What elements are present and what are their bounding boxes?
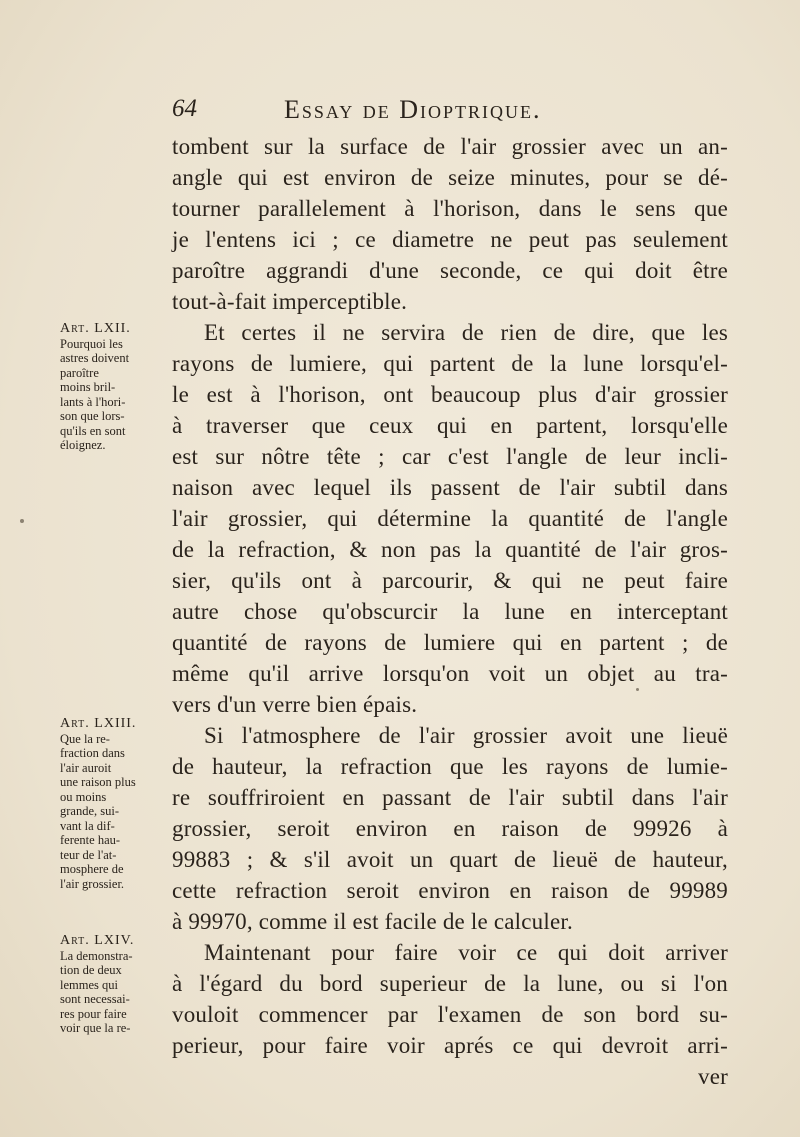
article-label: Art. LXIII. xyxy=(60,716,137,731)
margin-line: astres doivent xyxy=(60,351,130,365)
margin-line: lemmes qui xyxy=(60,977,118,992)
margin-line: qu'ils en sont xyxy=(60,423,126,438)
margin-line: l'air auroit xyxy=(60,760,112,775)
text-line: perieur, pour faire voir aprés ce qui devroit arri- xyxy=(172,1033,728,1058)
running-title: Essay de Dioptrique. xyxy=(284,95,542,124)
text-line: paroître aggrandi d'une seconde, ce qui doit être xyxy=(172,258,728,283)
margin-line: La demonstra- xyxy=(60,948,133,963)
text-line: vers d'un verre bien épais. xyxy=(172,692,418,717)
article-label: Art. LXII. xyxy=(60,321,131,336)
text-line: re souffriroient en passant de l'air subtil dans l'air xyxy=(172,785,728,810)
margin-line: sont necessai- xyxy=(60,992,130,1006)
margin-line: mosphere de xyxy=(60,862,124,876)
text-line: angle qui est environ de seize minutes, pour se dé- xyxy=(172,165,728,190)
margin-line: res pour faire xyxy=(60,1006,127,1021)
text-line: naison avec lequel ils passent de l'air subtil dans xyxy=(172,475,728,500)
text-line: à 99970, comme il est facile de le calculer. xyxy=(172,909,573,934)
margin-line: vant la dif- xyxy=(60,818,115,833)
margin-line: grande, sui- xyxy=(60,804,120,818)
text-line: 99883 ; & s'il avoit un quart de lieuë de hauteur, xyxy=(172,847,728,872)
article-label: Art. LXIV. xyxy=(60,933,135,948)
text-line: à traverser que ceux qui en partent, lorsqu'elle xyxy=(172,413,728,438)
margin-line: Pourquoi les xyxy=(60,336,123,351)
text-line: Et certes il ne servira de rien de dire, que les xyxy=(204,320,728,345)
margin-line: tion de deux xyxy=(60,963,122,977)
margin-line: une raison plus xyxy=(60,775,136,789)
text-line: autre chose qu'obscurcir la lune en interceptant xyxy=(172,599,728,624)
page-number: 64 xyxy=(172,95,197,122)
paper-speck xyxy=(636,688,639,691)
text-line: Si l'atmosphere de l'air grossier avoit une lieuë xyxy=(204,723,728,748)
text-line: de hauteur, la refraction que les rayons de lumie- xyxy=(172,754,728,779)
text-line: je l'entens ici ; ce diametre ne peut pas seulement xyxy=(172,227,728,252)
text-line: quantité de rayons de lumiere qui en partent ; de xyxy=(172,630,728,655)
margin-note-art-62 xyxy=(60,322,168,453)
text-line: tourner parallelement à l'horison, dans le sens que xyxy=(172,196,728,221)
margin-line: voir que la re- xyxy=(60,1021,131,1035)
margin-line: paroître xyxy=(60,365,99,380)
page-header xyxy=(172,95,732,129)
text-line: cette refraction seroit environ en raison de 99989 xyxy=(172,878,728,903)
catchword: ver xyxy=(698,1064,728,1089)
margin-note-art-63 xyxy=(60,717,168,891)
text-line: grossier, seroit environ en raison de 99926 à xyxy=(172,816,728,841)
margin-line: Que la re- xyxy=(60,731,110,746)
margin-line: son que lors- xyxy=(60,409,125,423)
text-line: de la refraction, & non pas la quantité de l'air gros- xyxy=(172,537,728,562)
text-line: même qu'il arrive lorsqu'on voit un objet au tra- xyxy=(172,661,728,686)
margin-line: ferente hau- xyxy=(60,833,121,847)
margin-line: moins bril- xyxy=(60,380,116,394)
text-line: le est à l'horison, ont beaucoup plus d'air grossier xyxy=(172,382,728,407)
margin-line: fraction dans xyxy=(60,746,125,760)
text-line: rayons de lumiere, qui partent de la lune lorsqu'el- xyxy=(172,351,728,376)
main-text-block xyxy=(172,131,728,1092)
text-line: est sur nôtre tête ; car c'est l'angle de leur incli- xyxy=(172,444,728,469)
text-line: vouloit commencer par l'examen de son bord su- xyxy=(172,1002,728,1027)
text-line: tout-à-fait imperceptible. xyxy=(172,289,408,314)
text-line: à l'égard du bord superieur de la lune, ou si l'on xyxy=(172,971,728,996)
margin-line: l'air grossier. xyxy=(60,876,125,891)
text-line: l'air grossier, qui détermine la quantité de l'angle xyxy=(172,506,728,531)
text-line: sier, qu'ils ont à parcourir, & qui ne peut faire xyxy=(172,568,728,593)
paper-speck xyxy=(20,519,24,523)
margin-line: ou moins xyxy=(60,789,107,804)
margin-line: teur de l'at- xyxy=(60,847,117,862)
margin-line: lants à l'hori- xyxy=(60,394,126,409)
margin-line: éloignez. xyxy=(60,438,106,452)
text-line: Maintenant pour faire voir ce qui doit arriver xyxy=(204,940,728,965)
text-line: tombent sur la surface de l'air grossier avec un an- xyxy=(172,134,728,159)
margin-note-art-64 xyxy=(60,934,168,1036)
